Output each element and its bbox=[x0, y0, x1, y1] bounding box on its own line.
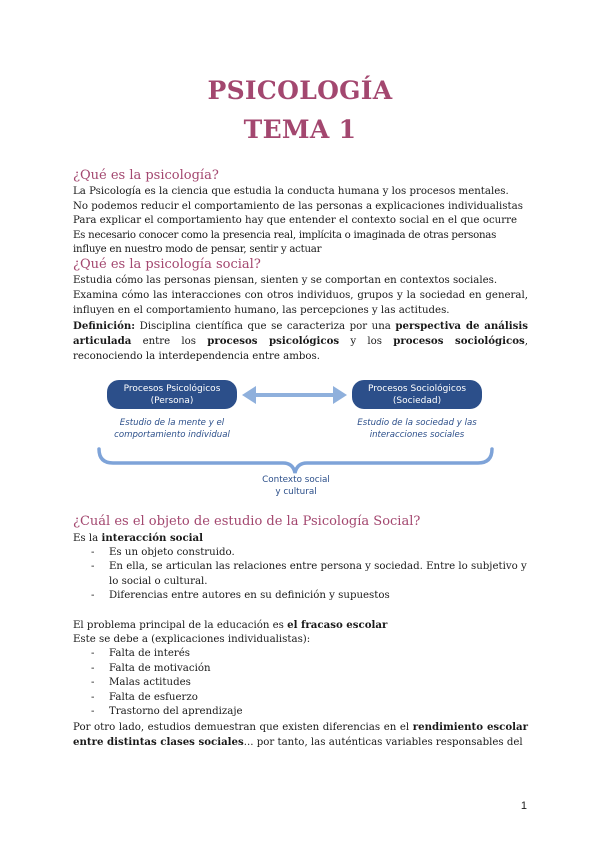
paragraph: Para explicar el comportamiento hay que entender el contexto social en el que ocurre bbox=[73, 215, 517, 226]
paragraph: El problema principal de la educación es el fracaso escolar bbox=[73, 619, 388, 631]
document-page: PSICOLOGÍA TEMA 1 ¿Qué es la psicología? La Psicología es la ciencia que estudia la conducta humana y los procesos mentales. No podemos reducir el comportamiento de las personas a explicaciones individualistas Para explicar el comportamiento hay que entender el contexto social en el que ocurre Es necesario conocer como la presencia real, implícita o imaginada de otras personas influye en nuestro modo de pensar, sentir y actuar ¿Qué es la psicología social? Estudia cómo las personas piensan, sienten y se comportan en contextos sociales. Examina cómo las interacciones con otros individuos, grupos y la sociedad en general, influyen en el comportamiento humano, las percepciones y las actitudes. Definición: Disciplina científica que se caracteriza por una perspectiva de análisis articulada entre los procesos psicológicos y los procesos sociológicos, reconociendo la interdependencia entre ambos. Procesos Psicológicos (Persona) Procesos Sociológicos (Sociedad) Estudio de la mente y el comportamiento individual Estudio de la sociedad y las interacciones sociales Contexto social y cultural ¿Cuál es el objeto de estudio de la Psicología Social? Es la interacción social - Es un objeto construido. - En ella, se articulan las relaciones entre persona y sociedad. Entre lo subjetivo y lo social o cultural. - Diferencias entre autores en su definición y supuestos El problema principal de la educación es el fracaso escolar Este se debe a (explicaciones individualistas): - Falta de interés - Falta de motivación - Malas actitudes - Falta de esfuerzo - Trastorno del aprendizaje Por otro lado, estudios demuestran que existen diferencias en el rendimiento escolar entre distintas clases sociales... por tanto, las auténticas variables responsables del 1 bbox=[0, 0, 600, 848]
list-item: - En ella, se articulan las relaciones entre persona y sociedad. Entre lo subjetivo y lo social o cultural. bbox=[91, 561, 527, 587]
page-number: 1 bbox=[520, 800, 527, 812]
paragraph: La Psicología es la ciencia que estudia la conducta humana y los procesos mentales. bbox=[73, 186, 509, 197]
paragraph: Es la interacción social bbox=[73, 532, 204, 544]
context-label: Contexto social y cultural bbox=[262, 475, 330, 497]
paragraph: Estudia cómo las personas piensan, sienten y se comportan en contextos sociales. bbox=[73, 275, 498, 286]
paragraph: Examina cómo las interacciones con otros individuos, grupos y la sociedad en general, influyen en el comportamiento humano, las percepciones y las actitudes. bbox=[73, 290, 528, 316]
section-heading-que-es-psicologia: ¿Qué es la psicología? bbox=[73, 168, 219, 183]
paragraph: Por otro lado, estudios demuestran que existen diferencias en el rendimiento escolar entre distintas clases sociales... por tanto, las auténticas variables responsables del bbox=[73, 720, 529, 748]
context-brace bbox=[99, 449, 492, 473]
definition-paragraph: Definición: Disciplina científica que se caracteriza por una perspectiva de análisis articulada entre los procesos psicológicos y los procesos sociológicos, reconociendo la interdependencia entre ambos. bbox=[73, 319, 529, 362]
psychological-caption: Estudio de la mente y el comportamiento individual bbox=[114, 418, 230, 440]
document-subtitle: TEMA 1 bbox=[243, 115, 357, 144]
document-title: PSICOLOGÍA bbox=[207, 76, 393, 105]
double-arrow-icon bbox=[242, 386, 347, 404]
paragraph: No podemos reducir el comportamiento de las personas a explicaciones individualistas bbox=[73, 200, 523, 212]
psychological-processes-box: Procesos Psicológicos (Persona) bbox=[107, 380, 237, 409]
sociological-processes-box: Procesos Sociológicos (Sociedad) bbox=[352, 380, 482, 409]
paragraph: Este se debe a (explicaciones individualistas): bbox=[73, 633, 311, 645]
paragraph: Es necesario conocer como la presencia real, implícita o imaginada de otras personas influye en nuestro modo de pensar, sentir y actuar bbox=[73, 229, 497, 255]
definition-label: Definición: bbox=[73, 319, 136, 332]
section-heading-psicologia-social: ¿Qué es la psicología social? bbox=[73, 257, 261, 272]
section-heading-objeto-estudio: ¿Cuál es el objeto de estudio de la Psicología Social? bbox=[73, 514, 421, 529]
sociological-caption: Estudio de la sociedad y las interacciones sociales bbox=[357, 418, 477, 440]
